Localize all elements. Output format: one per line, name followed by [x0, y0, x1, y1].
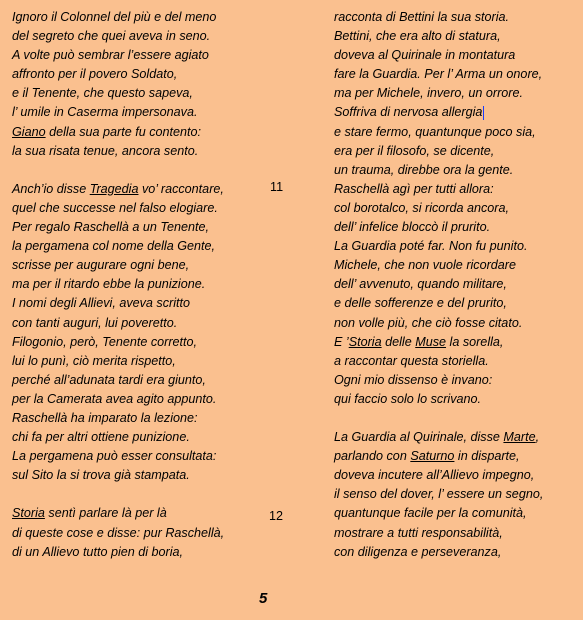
verse-line: La Guardia poté far. Non fu punito. — [334, 239, 528, 254]
verse-line: l’ umile in Caserma impersonava. — [12, 105, 198, 120]
verse-line: con diligenza e perseveranza, — [334, 544, 502, 559]
verse-line: di queste cose e disse: pur Raschellà, — [12, 525, 225, 540]
verse-line: Storia sentì parlare là per là — [12, 506, 167, 521]
verse-line: quantunque facile per la comunità, — [334, 506, 527, 521]
giano-link: Giano — [12, 124, 46, 139]
verse-line: lui lo punì, ciò merita rispetto, — [12, 353, 176, 368]
verse-line: chi fa per altri ottiene punizione. — [12, 430, 190, 445]
verse-line: dell’ infelice bloccò il prurito. — [334, 220, 491, 235]
verse-line: scrisse per augurare ogni bene, — [12, 258, 190, 273]
verse-line: affronto per il povero Soldato, — [12, 67, 178, 82]
verse-line: e delle sofferenze e del prurito, — [334, 296, 507, 311]
verse-line: con tanti auguri, lui poveretto. — [12, 315, 178, 330]
verse-line: parlando con Saturno in disparte, — [334, 449, 520, 464]
verse-line: doveva al Quirinale in montatura — [334, 48, 516, 63]
verse-line: Raschellà ha imparato la lezione: — [12, 410, 198, 425]
verse-line: non volle più, che ciò fosse citato. — [334, 315, 523, 330]
verse-line: E ’Storia delle Muse la sorella, — [334, 334, 504, 349]
tragedia-link: Tragedia — [89, 181, 139, 196]
stanza-break — [334, 409, 579, 428]
storia-link: Storia — [12, 506, 45, 521]
verse-line: e il Tenente, che questo sapeva, — [12, 86, 193, 101]
right-column — [334, 8, 579, 562]
verse-line: racconta di Bettini la sua storia. — [334, 10, 510, 24]
verse-line: col borotalco, si ricorda ancora, — [334, 200, 509, 215]
saturno-link: Saturno — [410, 449, 455, 464]
verse-line: a raccontar questa storiella. — [334, 353, 489, 368]
verse-line: Filogonio, però, Tenente corretto, — [12, 334, 198, 349]
stanza-number: 11 — [270, 180, 284, 194]
storia-link: Storia — [348, 334, 382, 349]
verse-line: A volte può sembrar l’essere agiato — [12, 48, 209, 63]
verse-line: Michele, che non vuole ricordare — [334, 258, 517, 273]
verse-line: per la Camerata avea agito appunto. — [12, 391, 217, 406]
verse-line: dell’ avvenuto, quando militare, — [334, 277, 507, 292]
verse-line: Raschellà agì per tutti allora: — [334, 181, 494, 196]
verse-line[interactable]: Soffriva di nervosa allergia — [334, 105, 483, 120]
verse-line: fare la Guardia. Per l’ Arma un onore, — [334, 67, 543, 82]
verse-line: La pergamena può esser consultata: — [12, 449, 217, 464]
stanza-break — [12, 161, 262, 180]
stanza-break — [12, 485, 262, 504]
left-column — [12, 8, 262, 562]
verse-line: La Guardia al Quirinale, disse Marte, — [334, 430, 540, 445]
verse-line: quel che successe nel falso elogiare. — [12, 200, 218, 215]
marte-link: Marte — [503, 430, 536, 445]
verse-line: doveva incutere all’Allievo impegno, — [334, 468, 535, 483]
verse-line: il senso del dover, l’ essere un segno, — [334, 487, 544, 502]
text-cursor — [483, 106, 484, 120]
verse-line: Per regalo Raschellà a un Tenente, — [12, 220, 209, 235]
verse-line: Anch’io disse Tragedia vo’ raccontare, — [12, 181, 224, 196]
verse-line: la pergamena col nome della Gente, — [12, 239, 216, 254]
page-number: 5 — [259, 590, 268, 607]
verse-line: mostrare a tutti responsabilità, — [334, 525, 503, 540]
verse-line: era per il filosofo, se dicente, — [334, 143, 495, 158]
verse-line: Ogni mio dissenso è invano: — [334, 372, 493, 387]
verse-line: del segreto che quei aveva in seno. — [12, 29, 211, 44]
verse-line: Giano della sua parte fu contento: — [12, 124, 202, 139]
verse-line: e stare fermo, quantunque poco sia, — [334, 124, 536, 139]
verse-line: I nomi degli Allievi, aveva scritto — [12, 296, 191, 311]
verse-line: Bettini, che era alto di statura, — [334, 29, 501, 44]
verse-line: sul Sito la si trova già stampata. — [12, 468, 190, 483]
verse-line: ma per Michele, invero, un orrore. — [334, 86, 523, 101]
verse-line: ma per il ritardo ebbe la punizione. — [12, 277, 206, 292]
muse-link: Muse — [415, 334, 447, 349]
verse-line: la sua risata tenue, ancora sento. — [12, 143, 199, 158]
stanza-number: 12 — [269, 509, 284, 523]
verse-line: di un Allievo tutto pien di boria, — [12, 544, 184, 559]
verse-line: perché all’adunata tardi era giunto, — [12, 372, 206, 387]
verse-line: qui faccio solo lo scrivano. — [334, 391, 481, 406]
verse-line: un trauma, direbbe ora la gente. — [334, 162, 514, 177]
verse-line: Ignoro il Colonnel del più e del meno — [12, 10, 217, 24]
